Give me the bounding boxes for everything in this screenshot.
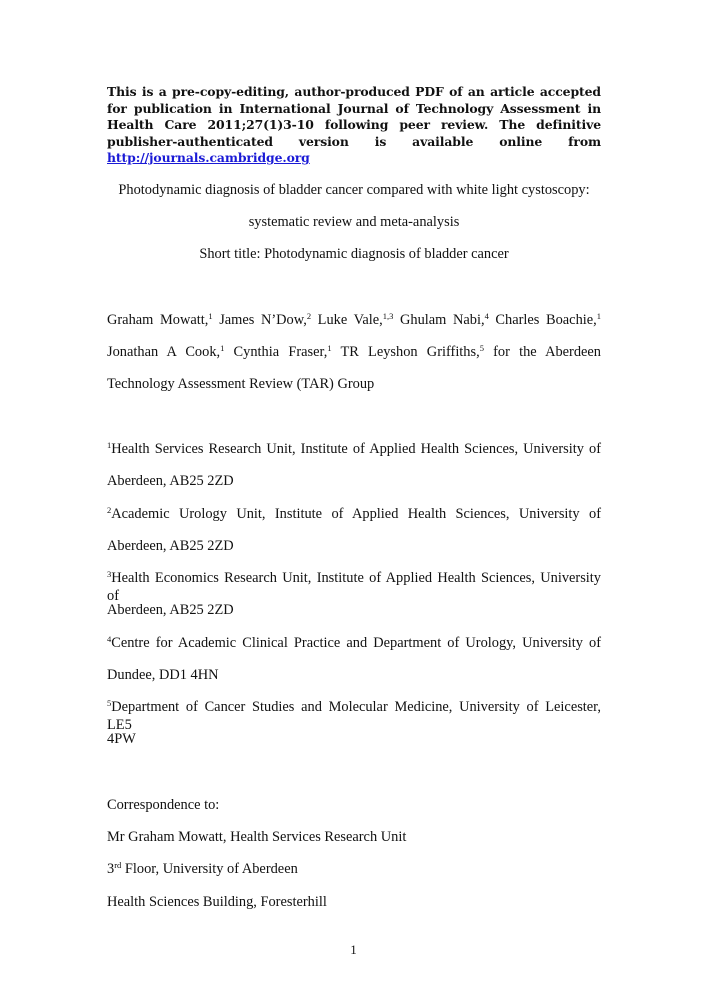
author-boachie-affil: 1 — [596, 311, 601, 321]
affiliation-2-line-2: Aberdeen, AB25 2ZD — [107, 538, 234, 554]
affiliation-3-line-1 — [107, 569, 601, 605]
author-fraser: Cynthia Fraser, — [224, 344, 328, 360]
correspondence-name: Mr Graham Mowatt, Health Services Research Unit — [107, 829, 407, 845]
correspondence-floor — [107, 860, 601, 878]
affiliation-3-number: 3 — [107, 569, 112, 579]
affiliation-1-line-1 — [107, 440, 601, 458]
short-title: Short title: Photodynamic diagnosis of bladder cancer — [199, 246, 509, 262]
affiliation-1-text: Health Services Research Unit, Institute of Applied Health Sciences, University of — [111, 441, 601, 457]
author-griffiths: TR Leyshon Griffiths, — [331, 344, 480, 360]
affiliation-4-number: 4 — [107, 634, 112, 644]
floor-text: Floor, University of Aberdeen — [121, 861, 298, 877]
author-fraser-affil: 1 — [327, 343, 332, 353]
page-number: 1 — [350, 942, 357, 957]
publication-notice — [107, 84, 601, 167]
author-vale-affil: 1,3 — [382, 311, 394, 321]
affiliation-5-line-1 — [107, 698, 601, 734]
affiliation-5-number: 5 — [107, 698, 112, 708]
affiliation-2-number: 2 — [107, 505, 112, 515]
author-nabi-affil: 4 — [484, 311, 489, 321]
author-cook-affil: 1 — [220, 343, 225, 353]
author-cook: Jonathan A Cook, — [107, 344, 221, 360]
affiliation-4-text: Centre for Academic Clinical Practice and Department of Urology, University of — [111, 635, 601, 651]
author-group: for the Aberdeen — [483, 344, 602, 360]
author-vale: Luke Vale, — [311, 312, 383, 328]
affiliation-2-text: Academic Urology Unit, Institute of Applied Health Sciences, University of — [111, 506, 601, 522]
affiliation-1-number: 1 — [107, 440, 112, 450]
author-line-3: Technology Assessment Review (TAR) Group — [107, 376, 375, 392]
author-mowatt-affil: 1 — [208, 311, 213, 321]
title-line-2: systematic review and meta-analysis — [248, 214, 460, 230]
author-line-2 — [107, 343, 601, 361]
author-nabi: Ghulam Nabi, — [393, 312, 485, 328]
floor-ordinal: rd — [114, 860, 122, 870]
author-line-1 — [107, 311, 601, 329]
affiliation-2-line-1 — [107, 505, 601, 523]
floor-number: 3 — [107, 861, 115, 877]
affiliation-3-line-2: Aberdeen, AB25 2ZD — [107, 602, 234, 618]
affiliation-1-line-2: Aberdeen, AB25 2ZD — [107, 473, 234, 489]
author-boachie: Charles Boachie, — [488, 312, 597, 328]
affiliation-4-line-1 — [107, 634, 601, 652]
author-ndow: James N’Dow, — [212, 312, 307, 328]
affiliation-4-line-2: Dundee, DD1 4HN — [107, 667, 219, 683]
author-mowatt: Graham Mowatt, — [107, 312, 209, 328]
title-line-1: Photodynamic diagnosis of bladder cancer compared with white light cystoscopy: — [118, 182, 590, 198]
correspondence-heading: Correspondence to: — [107, 797, 220, 813]
publication-notice-text: This is a pre-copy-editing, author-produced PDF of an article accepted for publication in International Journal of Technology Assessment in Health Care 2011;27(1)3-10 following peer review. The definitive publisher-authenticated version is available online from — [107, 84, 601, 149]
affiliation-5-text: Department of Cancer Studies and Molecular Medicine, University of Leicester, LE5 — [107, 699, 601, 733]
publisher-link[interactable]: http://journals.cambridge.org — [107, 150, 310, 166]
affiliation-3-text: Health Economics Research Unit, Institute of Applied Health Sciences, University of — [107, 570, 601, 604]
correspondence-building: Health Sciences Building, Foresterhill — [107, 894, 327, 910]
author-ndow-affil: 2 — [306, 311, 312, 321]
author-griffiths-affil: 5 — [479, 343, 484, 353]
affiliation-5-line-2: 4PW — [107, 731, 136, 747]
